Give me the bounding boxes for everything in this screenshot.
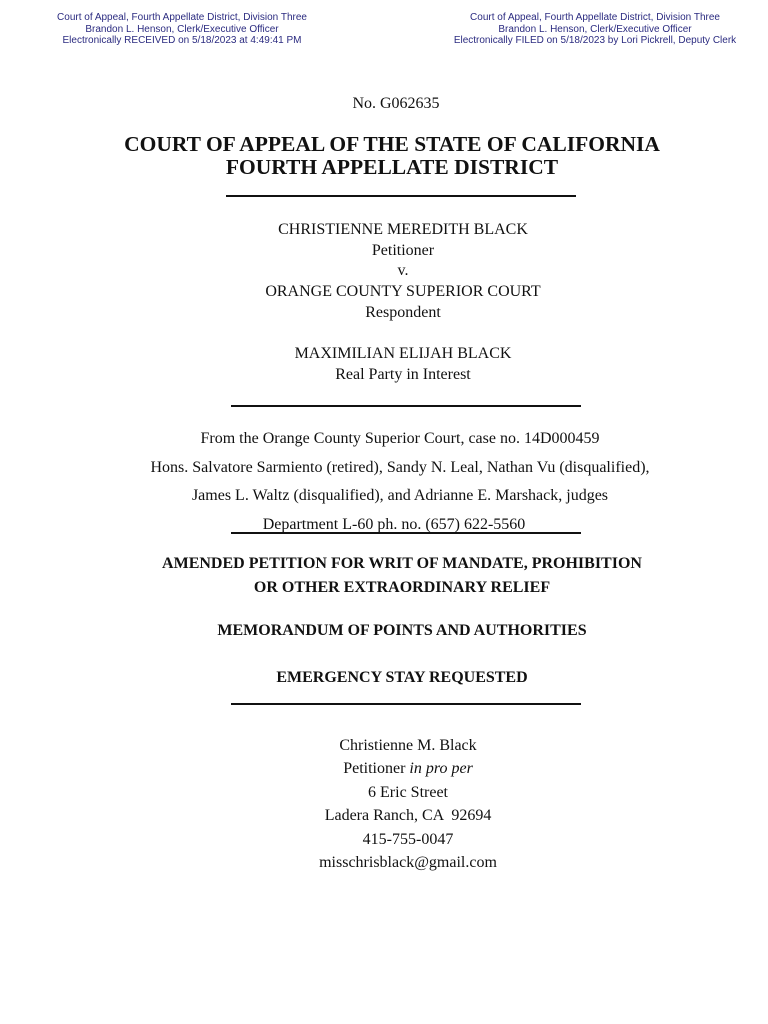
contact-email: misschrisblack@gmail.com xyxy=(319,854,497,872)
court-heading xyxy=(8,133,768,179)
received-stamp-line: Brandon L. Henson, Clerk/Executive Officer xyxy=(85,23,279,35)
versus: v. xyxy=(397,262,409,280)
divider xyxy=(231,532,581,534)
origin-line: Hons. Salvatore Sarmiento (retired), Sandy N. Leal, Nathan Vu (disqualified), xyxy=(150,458,650,476)
case-number: No. G062635 xyxy=(352,95,440,112)
document-title-line2: OR OTHER EXTRAORDINARY RELIEF xyxy=(253,578,551,596)
court-heading-line1: COURT OF APPEAL OF THE STATE OF CALIFORNIA xyxy=(124,132,660,156)
contact-street: 6 Eric Street xyxy=(368,783,448,801)
origin-block xyxy=(16,425,768,539)
origin-line: Department L-60 ph. no. (657) 622-5560 xyxy=(262,515,526,533)
divider xyxy=(231,405,581,407)
divider xyxy=(231,703,581,705)
stay-heading: EMERGENCY STAY REQUESTED xyxy=(276,669,528,686)
filed-stamp-line: Brandon L. Henson, Clerk/Executive Officer xyxy=(498,23,692,35)
filed-stamp xyxy=(440,12,750,47)
respondent-role: Respondent xyxy=(365,303,441,321)
origin-line: From the Orange County Superior Court, case no. 14D000459 xyxy=(200,430,600,447)
received-stamp-line: Electronically RECEIVED on 5/18/2023 at 4:49:41 PM xyxy=(62,35,302,46)
petitioner-role: Petitioner xyxy=(371,241,435,259)
document-title-line1: AMENDED PETITION FOR WRIT OF MANDATE, PROHIBITION xyxy=(162,555,642,572)
real-party-name: MAXIMILIAN ELIJAH BLACK xyxy=(294,345,512,363)
contact-city: Ladera Ranch, CA 92694 xyxy=(324,807,492,825)
petitioner-name: CHRISTIENNE MEREDITH BLACK xyxy=(278,221,528,238)
court-heading-line2: FOURTH APPELLATE DISTRICT xyxy=(225,155,559,179)
received-stamp xyxy=(30,12,334,47)
contact-role-line xyxy=(24,757,768,780)
document-title xyxy=(18,552,768,599)
respondent-name: ORANGE COUNTY SUPERIOR COURT xyxy=(265,283,541,301)
memorandum-heading: MEMORANDUM OF POINTS AND AUTHORITIES xyxy=(217,622,587,639)
filed-stamp-line: Court of Appeal, Fourth Appellate District, Division Three xyxy=(470,12,720,23)
real-party-role: Real Party in Interest xyxy=(335,365,471,383)
parties-block xyxy=(19,220,768,386)
contact-role: Petitioner xyxy=(343,760,406,778)
divider xyxy=(226,195,576,197)
contact-block xyxy=(24,734,768,874)
contact-name: Christienne M. Black xyxy=(339,737,477,754)
origin-line: James L. Waltz (disqualified), and Adrianne E. Marshack, judges xyxy=(191,487,609,504)
filed-stamp-line: Electronically FILED on 5/18/2023 by Lori Pickrell, Deputy Clerk xyxy=(453,35,737,46)
contact-phone: 415-755-0047 xyxy=(362,830,454,848)
contact-role-italic: in pro per xyxy=(409,760,473,778)
received-stamp-line: Court of Appeal, Fourth Appellate District, Division Three xyxy=(57,12,307,23)
